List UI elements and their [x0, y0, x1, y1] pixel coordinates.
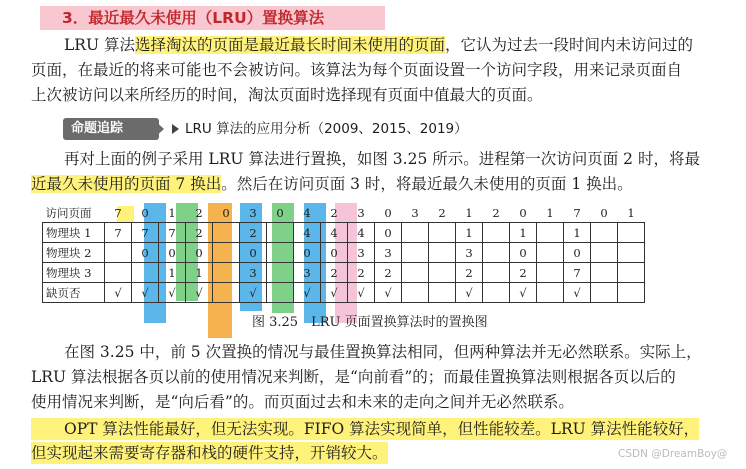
section-title: 3．最近最久未使用（LRU）置换算法	[40, 6, 385, 30]
row-access-pages	[43, 203, 645, 223]
table-cell	[483, 283, 510, 303]
table-cell: 0	[141, 205, 149, 220]
table-cell	[213, 263, 240, 283]
table-cell: 4	[294, 223, 321, 243]
row-label: 缺页否	[43, 283, 105, 303]
table-cell: 7	[159, 223, 186, 243]
table-cell: 2	[195, 205, 203, 220]
table-cell: √	[375, 283, 402, 303]
table-cell	[402, 283, 429, 303]
table-cell: √	[348, 283, 375, 303]
table-cell: 0	[375, 223, 402, 243]
table-cell: 7	[105, 223, 132, 243]
summary-line-2: 但实现起来需要寄存器和栈的硬件支持，开销较大。	[31, 444, 388, 462]
table-cell	[537, 283, 564, 303]
table-cell: √	[456, 283, 483, 303]
example-line-1: 再对上面的例子采用 LRU 算法进行置换，如图 3.25 所示。进程第一次访问页面 2 时，将最	[64, 150, 700, 168]
table-cell: 1	[627, 205, 635, 220]
table-cell: √	[321, 283, 348, 303]
table-cell: √	[510, 283, 537, 303]
table-cell	[402, 263, 429, 283]
summary-text-1: OPT 算法性能最好，但无法实现。FIFO 算法实现简单，但性能较差。LRU 算法性能较好，	[64, 420, 700, 438]
table-cell: 3	[456, 243, 483, 263]
example-line-2	[31, 173, 633, 195]
table-cell	[213, 283, 240, 303]
table-cell: √	[186, 283, 213, 303]
table-cell: √	[564, 283, 591, 303]
row-block-3	[43, 263, 645, 283]
table-cell: 2	[375, 263, 402, 283]
comparison-line-1: 在图 3.25 中，前 5 次置换的情况与最佳置换算法相同，但两种算法并无必然联系。实际上，	[64, 343, 702, 361]
row-block-2	[43, 243, 645, 263]
summary-line-1	[31, 418, 699, 440]
table-cell: 7	[564, 263, 591, 283]
table-cell: 1	[186, 263, 213, 283]
table-cell: 4	[321, 223, 348, 243]
intro-prefix: LRU 算法	[64, 36, 135, 54]
comparison-line-3: 使用情况来判断，是“向后看”的。而页面过去和未来的走向之间并无必然联系。	[31, 393, 574, 411]
table-cell: √	[132, 283, 159, 303]
table-cell: 2	[510, 263, 537, 283]
intro-line-1	[64, 34, 693, 56]
table-cell	[591, 263, 618, 283]
lru-replacement-table	[42, 203, 645, 303]
table-cell: 1	[510, 223, 537, 243]
table-cell: 3	[411, 205, 419, 220]
table-cell	[591, 283, 618, 303]
row-block-1	[43, 223, 645, 243]
table-cell: 7	[114, 205, 122, 220]
table-cell: 4	[348, 223, 375, 243]
table-cell	[429, 263, 456, 283]
table-cell	[618, 223, 645, 243]
table-cell	[213, 223, 240, 243]
table-cell: 2	[240, 223, 267, 243]
row-label: 物理块 2	[43, 243, 105, 263]
table-cell: 0	[384, 205, 392, 220]
table-cell: 3	[357, 205, 365, 220]
csdn-watermark: CSDN @DreamBoy@	[618, 448, 728, 460]
table-cell: 3	[375, 243, 402, 263]
table-cell: 2	[348, 263, 375, 283]
table-cell: 0	[276, 205, 284, 220]
table-cell: 7	[132, 223, 159, 243]
table-cell	[591, 223, 618, 243]
figure-caption: 图 3.25 LRU 页面置换算法时的置换图	[252, 315, 488, 330]
table-cell	[402, 223, 429, 243]
table-cell	[618, 243, 645, 263]
table-cell	[267, 283, 294, 303]
table-cell	[483, 263, 510, 283]
table-cell	[618, 263, 645, 283]
example-suffix: 。然后在访问页面 3 时，将最近最久未使用的页面 1 换出。	[221, 175, 633, 193]
triangle-bullet-icon	[172, 124, 179, 134]
table-cell: 1	[159, 263, 186, 283]
intro-line-2: 页面，在最近的将来可能也不会被访问。该算法为每个页面设置一个访问字段，用来记录页面自	[31, 61, 683, 79]
table-cell: √	[105, 283, 132, 303]
table-cell	[618, 283, 645, 303]
table-cell: 2	[438, 205, 446, 220]
table-cell: 2	[330, 205, 338, 220]
table-cell: 0	[294, 243, 321, 263]
table-cell: 0	[600, 205, 608, 220]
table-cell: 2	[492, 205, 500, 220]
table-cell	[483, 243, 510, 263]
table-cell	[537, 243, 564, 263]
table-cell: √	[294, 283, 321, 303]
row-label: 物理块 3	[43, 263, 105, 283]
table-cell	[429, 243, 456, 263]
table-cell	[105, 263, 132, 283]
table-cell	[105, 243, 132, 263]
table-cell: 0	[186, 243, 213, 263]
table-cell	[429, 283, 456, 303]
table-cell: 0	[222, 205, 230, 220]
table-cell: 1	[456, 223, 483, 243]
exam-subtitle: LRU 算法的应用分析（2009、2015、2019）	[185, 121, 468, 137]
table-cell: 1	[546, 205, 554, 220]
table-cell: √	[159, 283, 186, 303]
table-cell: 2	[321, 263, 348, 283]
badge-tail-shape	[152, 118, 164, 140]
table-cell	[591, 243, 618, 263]
table-cell	[213, 243, 240, 263]
intro-highlight: 选择淘汰的页面是最近最长时间未使用的页面	[134, 36, 445, 54]
table-cell: 3	[294, 263, 321, 283]
intro-suffix: ，它认为过去一段时间内未访问过的	[444, 36, 693, 54]
table-cell: 7	[573, 205, 581, 220]
row-label: 物理块 1	[43, 223, 105, 243]
table-cell	[483, 223, 510, 243]
table-cell	[267, 243, 294, 263]
table-cell: 3	[348, 243, 375, 263]
table-cell	[537, 263, 564, 283]
table-cell	[132, 263, 159, 283]
table-cell	[402, 243, 429, 263]
table-cell: 1	[168, 205, 176, 220]
table-cell: 0	[564, 243, 591, 263]
table-cell: 0	[132, 243, 159, 263]
table-cell: 0	[159, 243, 186, 263]
comparison-line-2: LRU 算法根据各页以前的使用情况来判断，是“向前看”的；而最佳置换算法则根据各页以后的	[31, 368, 676, 386]
intro-line-3: 上次被访问以来所经历的时间，淘汰页面时选择现有页面中值最大的页面。	[31, 86, 543, 104]
table-cell: 3	[249, 205, 257, 220]
table-cell: √	[240, 283, 267, 303]
table-cell: 0	[321, 243, 348, 263]
table-cell	[429, 223, 456, 243]
table-cell: 0	[240, 243, 267, 263]
table-cell: 3	[240, 263, 267, 283]
table-cell: 2	[186, 223, 213, 243]
table-cell	[267, 223, 294, 243]
example-highlight: 近最久未使用的页面 7 换出	[31, 175, 222, 193]
table-cell: 0	[519, 205, 527, 220]
table-cell: 4	[303, 205, 311, 220]
exam-badge: 命题追踪	[63, 118, 159, 140]
row-page-fault	[43, 283, 645, 303]
table-cell	[267, 263, 294, 283]
table-cell: 1	[564, 223, 591, 243]
table-cell: 0	[510, 243, 537, 263]
table-cell: 1	[465, 205, 473, 220]
table-cell: 2	[456, 263, 483, 283]
table-cell	[537, 223, 564, 243]
row-label: 访问页面	[45, 205, 92, 220]
